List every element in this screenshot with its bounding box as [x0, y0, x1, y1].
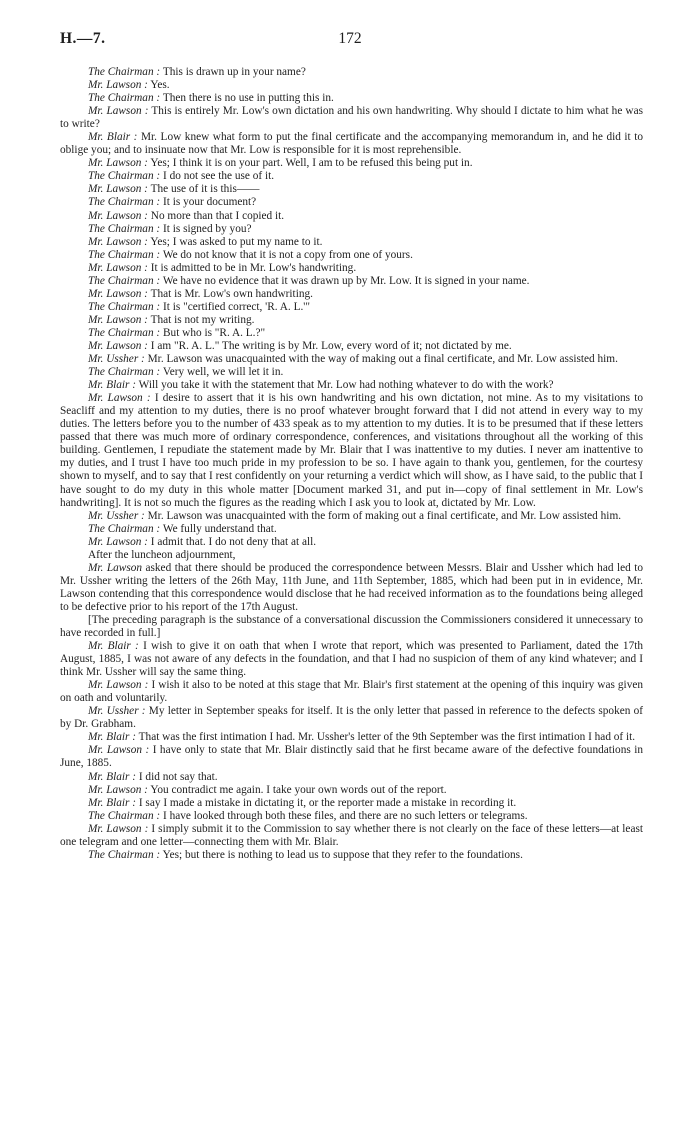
speech-text: I say I made a mistake in dictating it, or the reporter made a mistake in recording it. — [138, 796, 517, 809]
speaker-name: Mr. Lawson : — [88, 313, 148, 326]
transcript-paragraph — [60, 131, 643, 157]
speaker-name: Mr. Blair : — [88, 770, 137, 783]
speaker-name: Mr. Lawson : — [88, 235, 148, 248]
speaker-name: Mr. Lawson : — [88, 209, 148, 222]
transcript-paragraph — [60, 79, 643, 92]
speaker-name: Mr. Ussher : — [88, 509, 145, 522]
transcript-paragraph — [60, 523, 643, 536]
speaker-name: The Chairman : — [88, 92, 161, 105]
speech-text: I have looked through both these files, and there are no such letters or telegrams. — [163, 809, 528, 822]
transcript-paragraph — [60, 366, 643, 379]
transcript-paragraph — [60, 92, 643, 105]
speech-text: asked that there should be produced the correspondence between Messrs. Blair and Ussher which had led to Mr. Ussher writing the letters of the 26th May, 11th June, and 11th September, 1885, which had been put in in evidence, Mr. Lawson contending that this correspondence would disclose that he had received information as to the foundations being alleged to be defective prior to his report of the 17th August. — [60, 561, 644, 613]
speaker-name: The Chairman : — [88, 170, 161, 183]
document-reference: H.—7. — [60, 30, 106, 47]
speaker-name: Mr. Lawson : — [88, 679, 149, 692]
speaker-name: Mr. Lawson : — [88, 535, 148, 548]
speech-text: We have no evidence that it was drawn up by Mr. Low. It is signed in your name. — [162, 274, 530, 287]
speaker-name: The Chairman : — [88, 522, 161, 535]
speaker-name: Mr. Lawson : — [88, 105, 149, 118]
speaker-name: The Chairman : — [88, 196, 161, 209]
transcript-paragraph — [60, 210, 643, 223]
transcript-paragraph — [60, 536, 643, 549]
speech-text: It is "certified correct, 'R. A. L.'" — [163, 300, 310, 313]
transcript-paragraph — [60, 183, 643, 196]
speech-text: After the luncheon adjournment, — [88, 548, 236, 561]
speaker-name: Mr. Blair : — [88, 796, 137, 809]
transcript-paragraph — [60, 510, 643, 523]
speech-text: Mr. Lawson was unacquainted with the form of making out a final certificate, and Mr. Low assisted him. — [147, 509, 622, 522]
speech-text: This is drawn up in your name? — [162, 66, 306, 78]
speaker-name: The Chairman : — [88, 222, 161, 235]
speech-text: I do not see the use of it. — [163, 170, 275, 183]
speaker-name: The Chairman : — [88, 300, 161, 313]
speaker-name: The Chairman : — [88, 366, 161, 379]
page-header — [0, 30, 700, 52]
transcript-paragraph — [60, 157, 643, 170]
transcript-paragraph — [60, 340, 643, 353]
speech-text: But who is "R. A. L.?" — [163, 326, 266, 339]
speaker-name: Mr. Blair : — [88, 379, 137, 392]
speech-text: Mr. Lawson was unacquainted with the way of making out a final certificate, and Mr. Low assisted him. — [147, 353, 618, 366]
speaker-name: Mr. Ussher : — [88, 705, 146, 718]
speaker-name: Mr. Lawson : — [88, 744, 150, 757]
speaker-name: Mr. Blair : — [88, 731, 137, 744]
transcript-paragraph — [60, 196, 643, 209]
transcript-paragraph — [60, 236, 643, 249]
speech-text: Yes. — [150, 79, 170, 92]
transcript-paragraph — [60, 249, 643, 262]
speaker-name: Mr. Lawson : — [88, 79, 148, 92]
transcript-paragraph — [60, 66, 643, 79]
transcript-paragraph — [60, 301, 643, 314]
speech-text: That is not my writing. — [150, 313, 255, 326]
transcript-paragraph — [60, 105, 643, 131]
speech-text: We do not know that it is not a copy from one of yours. — [162, 248, 413, 261]
transcript-paragraph — [60, 288, 643, 301]
transcript-paragraph — [60, 223, 643, 236]
speech-text: Yes; I was asked to put my name to it. — [150, 235, 323, 248]
speaker-name: The Chairman : — [88, 326, 161, 339]
speech-text: It is your document? — [163, 196, 257, 209]
speaker-name: Mr. Lawson : — [88, 287, 148, 300]
transcript-paragraph — [60, 810, 643, 823]
transcript-paragraph — [60, 392, 643, 509]
speech-text: The use of it is this—— — [150, 183, 260, 196]
transcript-paragraph — [60, 314, 643, 327]
speech-text: Very well, we will let it in. — [162, 366, 284, 379]
speech-text: [The preceding paragraph is the substance of a conversational discussion the Commissioners considered it unnecessary to have recorded in full.] — [60, 613, 643, 640]
speech-text: Yes; I think it is on your part. Well, I am to be refused this being put in. — [150, 157, 473, 170]
speaker-name: Mr. Lawson : — [88, 261, 148, 274]
speech-text: That is Mr. Low's own handwriting. — [150, 287, 313, 300]
speaker-name: Mr. Ussher : — [88, 353, 145, 366]
speech-text: That was the first intimation I had. Mr. Ussher's letter of the 9th September was the first intimation I had of it. — [138, 731, 636, 744]
transcript-paragraph — [60, 823, 643, 849]
speech-text: My letter in September speaks for itself. It is the only letter that passed in reference to the defects spoken of by Dr. Grabham. — [60, 705, 643, 731]
speech-text: I wish it also to be noted at this stage that Mr. Blair's first statement at the opening of this inquiry was given on oath and voluntarily. — [60, 679, 644, 705]
transcript-paragraph — [60, 170, 643, 183]
speaker-name: Mr. Blair : — [88, 131, 138, 144]
speaker-name: The Chairman : — [88, 248, 161, 261]
speech-text: Will you take it with the statement that Mr. Low had nothing whatever to do with the work? — [138, 379, 554, 392]
speech-text: Then there is no use in putting this in. — [162, 92, 334, 105]
transcript-paragraph — [60, 744, 643, 770]
speech-text: I wish to give it on oath that when I wrote that report, which was presented to Parliament, dated the 17th August, 1885, I was not aware of any defects in the foundation, and that I had no suspicion of them of any kind whatever; and I think Mr. Ussher will say the same thing. — [60, 640, 643, 679]
transcript-paragraph — [60, 562, 643, 614]
transcript-paragraph — [60, 784, 643, 797]
speech-text: I admit that. I do not deny that at all. — [150, 535, 317, 548]
transcript-paragraph — [60, 327, 643, 340]
transcript-paragraph — [60, 849, 643, 862]
speaker-name: Mr. Lawson — [88, 561, 143, 574]
transcript-paragraph — [60, 705, 643, 731]
speaker-name: Mr. Lawson : — [88, 392, 151, 405]
transcript-paragraph — [60, 614, 643, 640]
transcript-body — [60, 66, 643, 862]
page-number: 172 — [338, 30, 362, 47]
speech-text: No more than that I copied it. — [150, 209, 285, 222]
transcript-paragraph — [60, 262, 643, 275]
speaker-name: Mr. Lawson : — [88, 183, 148, 196]
speaker-name: Mr. Lawson : — [88, 157, 148, 170]
speech-text: You contradict me again. I take your own words out of the report. — [150, 783, 447, 796]
speech-text: I desire to assert that it is his own handwriting and his own dictation, not mine. As to my visitations to Seacliff and my attention to my duties, there is no proof whatever brought forward that I did not attend in every way to my duties. The letters before you to the number of 433 speak as to my attention to my duties. It is to be presumed that if these letters passed that there was much more of ordinary correspondence, conferences, and visitations throughout all the working of this building. Gentlemen, I repudiate the statement made by Mr. Blair that I was inattentive to my duties. I never am inattentive to my duties, and I trust I have too much pride in my profession to be so. I have again to thank you, gentlemen, for the courtesy shown to myself, and to say that I rest confidently on your returning a verdict which will show, as I have said, to the public that I have sought to do my duty in this whole matter [Document marked 31, and put in—copy of final settlement in Mr. Low's handwriting]. It is not so much the figures as the reading which I ask you to look at, dictated by Mr. Low. — [60, 392, 644, 509]
speech-text: I did not say that. — [138, 770, 218, 783]
transcript-paragraph — [60, 275, 643, 288]
transcript-paragraph — [60, 549, 643, 562]
transcript-paragraph — [60, 771, 643, 784]
speech-text: I simply submit it to the Commission to say whether there is not clearly on the face of these letters—at least one telegram and one letter—connecting them with Mr. Blair. — [60, 822, 643, 848]
speech-text: It is signed by you? — [163, 222, 252, 235]
transcript-paragraph — [60, 679, 643, 705]
transcript-paragraph — [60, 731, 643, 744]
speech-text: Mr. Low knew what form to put the final certificate and the accompanying memorandum in, and he did it to oblige you; and to insinuate now that Mr. Low is responsible for it is most reprehensible. — [60, 131, 644, 157]
speaker-name: Mr. Blair : — [88, 640, 139, 653]
speech-text: I am "R. A. L." The writing is by Mr. Low, every word of it; not dictated by me. — [150, 339, 512, 352]
transcript-paragraph — [60, 797, 643, 810]
transcript-paragraph — [60, 353, 643, 366]
speaker-name: Mr. Lawson : — [88, 339, 148, 352]
speaker-name: The Chairman : — [88, 848, 161, 861]
speech-text: I have only to state that Mr. Blair distinctly said that he first became aware of the defective foundations in June, 1885. — [60, 744, 643, 770]
transcript-paragraph — [60, 640, 643, 679]
speaker-name: Mr. Lawson : — [88, 783, 148, 796]
speaker-name: The Chairman : — [88, 274, 161, 287]
speaker-name: The Chairman : — [88, 66, 161, 78]
speech-text: Yes; but there is nothing to lead us to suppose that they refer to the foundations. — [162, 848, 523, 861]
transcript-paragraph — [60, 379, 643, 392]
speech-text: This is entirely Mr. Low's own dictation and his own handwriting. Why should I dictate to him what he was to write? — [60, 105, 643, 131]
speech-text: We fully understand that. — [162, 522, 277, 535]
speaker-name: Mr. Lawson : — [88, 822, 149, 835]
speaker-name: The Chairman : — [88, 809, 161, 822]
speech-text: It is admitted to be in Mr. Low's handwriting. — [150, 261, 357, 274]
